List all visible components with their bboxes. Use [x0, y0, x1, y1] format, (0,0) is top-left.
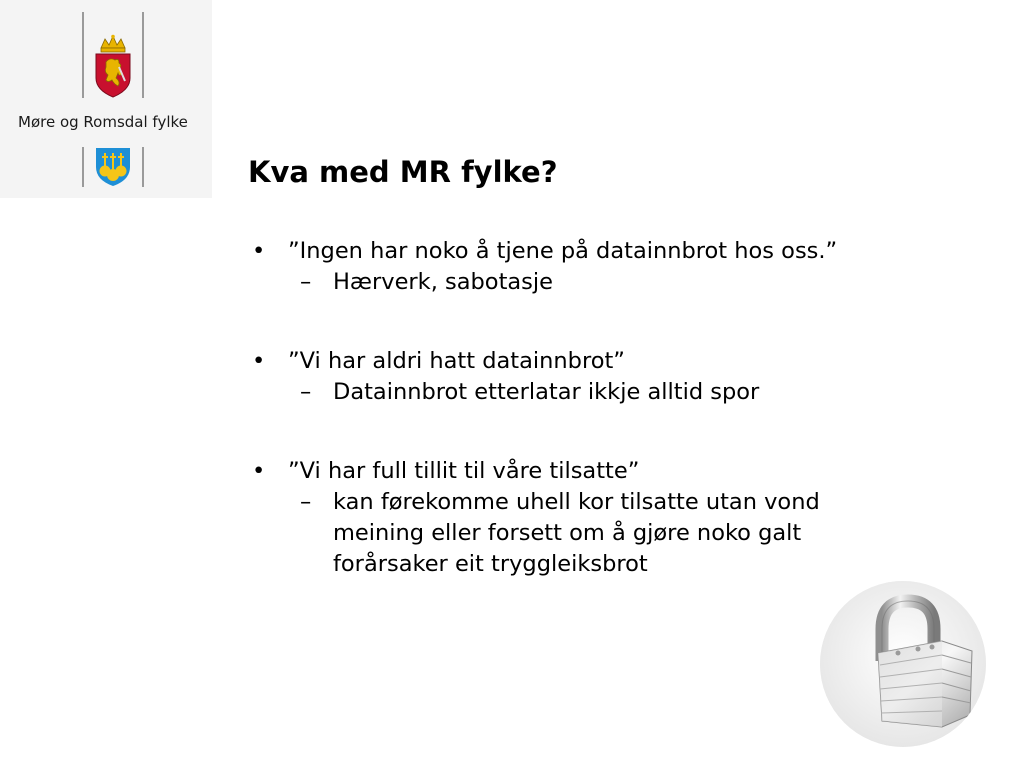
- sub-bullet-mark: –: [300, 489, 312, 515]
- logo-divider-right-top: [142, 12, 144, 98]
- sub-bullet-item: [248, 267, 948, 298]
- bullet-text: ”Vi har aldri hatt datainnbrot”: [288, 348, 625, 374]
- sub-bullet-text: Hærverk, sabotasje: [333, 269, 553, 295]
- sub-bullet-text: kan førekomme uhell kor tilsatte utan vond meining eller forsett om å gjøre noko galt forårsaker eit tryggleiksbrot: [333, 489, 820, 577]
- logo-divider-left-top: [82, 12, 84, 98]
- bullet-text: ”Vi har full tillit til våre tilsatte”: [288, 458, 640, 484]
- bullet-mark: •: [252, 238, 266, 264]
- bullet-mark: •: [252, 458, 266, 484]
- bullet-item: [248, 456, 948, 487]
- organization-logo: [0, 0, 212, 198]
- padlock-icon: [820, 581, 986, 747]
- bullet-list: [248, 236, 948, 580]
- more-og-romsdal-coat-of-arms-icon: [95, 147, 131, 187]
- sub-bullet-mark: –: [300, 379, 312, 405]
- sub-bullet-item: [248, 377, 948, 408]
- padlock-image: [820, 581, 986, 747]
- bullet-item: [248, 236, 948, 267]
- logo-divider-left-bottom: [82, 147, 84, 187]
- sub-bullet-mark: –: [300, 269, 312, 295]
- logo-divider-right-bottom: [142, 147, 144, 187]
- norway-coat-of-arms-icon: [92, 34, 134, 98]
- bullet-text: ”Ingen har noko å tjene på datainnbrot hos oss.”: [288, 238, 838, 264]
- bullet-mark: •: [252, 348, 266, 374]
- sub-bullet-item: [248, 487, 913, 580]
- sub-bullet-text: Datainnbrot etterlatar ikkje alltid spor: [333, 379, 760, 405]
- slide-title: Kva med MR fylke?: [248, 155, 558, 189]
- logo-caption: Møre og Romsdal fylke: [18, 113, 188, 131]
- bullet-item: [248, 346, 948, 377]
